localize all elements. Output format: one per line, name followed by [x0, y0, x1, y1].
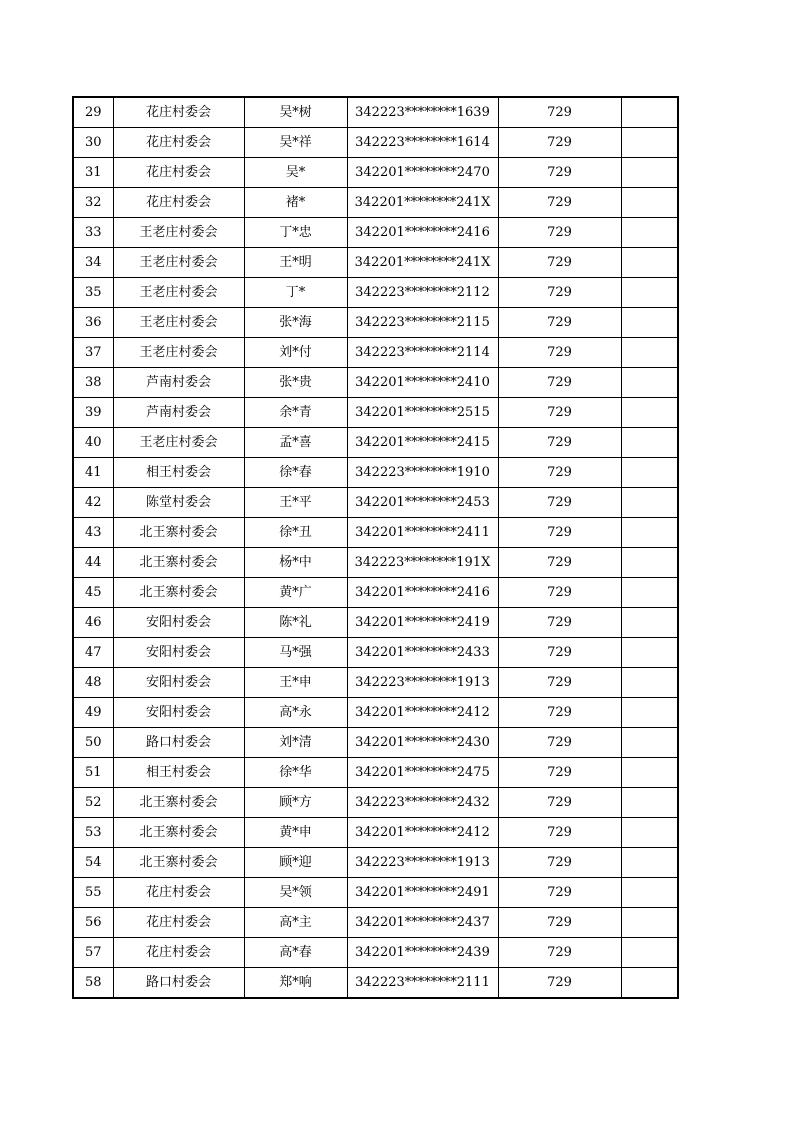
subsidy-table	[72, 96, 679, 999]
table-row	[73, 158, 678, 188]
amount-cell: 729	[498, 668, 621, 698]
village-cell: 王老庄村委会	[113, 308, 244, 338]
table-row	[73, 97, 678, 128]
table-row	[73, 698, 678, 728]
village-cell: 安阳村委会	[113, 668, 244, 698]
row-number-cell: 39	[73, 398, 113, 428]
table-row	[73, 188, 678, 218]
table-row	[73, 968, 678, 999]
row-number-cell: 34	[73, 248, 113, 278]
id-number-cell: 342201********2412	[347, 698, 498, 728]
id-number-cell: 342201********2453	[347, 488, 498, 518]
name-cell: 刘*清	[244, 728, 347, 758]
row-number-cell: 37	[73, 338, 113, 368]
table-row	[73, 938, 678, 968]
note-cell	[621, 878, 678, 908]
row-number-cell: 41	[73, 458, 113, 488]
village-cell: 陈堂村委会	[113, 488, 244, 518]
village-cell: 花庄村委会	[113, 97, 244, 128]
note-cell	[621, 338, 678, 368]
table-row	[73, 278, 678, 308]
note-cell	[621, 428, 678, 458]
id-number-cell: 342201********2437	[347, 908, 498, 938]
name-cell: 王*明	[244, 248, 347, 278]
name-cell: 吴*祥	[244, 128, 347, 158]
row-number-cell: 46	[73, 608, 113, 638]
village-cell: 路口村委会	[113, 968, 244, 999]
amount-cell: 729	[498, 398, 621, 428]
note-cell	[621, 848, 678, 878]
name-cell: 吴*	[244, 158, 347, 188]
table-row	[73, 788, 678, 818]
note-cell	[621, 908, 678, 938]
id-number-cell: 342201********2470	[347, 158, 498, 188]
amount-cell: 729	[498, 908, 621, 938]
note-cell	[621, 398, 678, 428]
table-row	[73, 398, 678, 428]
note-cell	[621, 158, 678, 188]
note-cell	[621, 698, 678, 728]
note-cell	[621, 968, 678, 999]
village-cell: 北王寨村委会	[113, 818, 244, 848]
note-cell	[621, 638, 678, 668]
id-number-cell: 342201********2419	[347, 608, 498, 638]
village-cell: 安阳村委会	[113, 638, 244, 668]
table-row	[73, 878, 678, 908]
village-cell: 花庄村委会	[113, 188, 244, 218]
table-row	[73, 458, 678, 488]
row-number-cell: 47	[73, 638, 113, 668]
row-number-cell: 29	[73, 97, 113, 128]
name-cell: 刘*付	[244, 338, 347, 368]
row-number-cell: 38	[73, 368, 113, 398]
table-row	[73, 578, 678, 608]
id-number-cell: 342201********2410	[347, 368, 498, 398]
id-number-cell: 342201********2412	[347, 818, 498, 848]
village-cell: 王老庄村委会	[113, 248, 244, 278]
village-cell: 北王寨村委会	[113, 578, 244, 608]
table-row	[73, 218, 678, 248]
amount-cell: 729	[498, 338, 621, 368]
amount-cell: 729	[498, 608, 621, 638]
village-cell: 花庄村委会	[113, 878, 244, 908]
amount-cell: 729	[498, 368, 621, 398]
note-cell	[621, 938, 678, 968]
village-cell: 安阳村委会	[113, 698, 244, 728]
note-cell	[621, 308, 678, 338]
name-cell: 高*主	[244, 908, 347, 938]
name-cell: 丁*	[244, 278, 347, 308]
table-row	[73, 908, 678, 938]
row-number-cell: 31	[73, 158, 113, 188]
name-cell: 张*贵	[244, 368, 347, 398]
note-cell	[621, 518, 678, 548]
id-number-cell: 342223********2112	[347, 278, 498, 308]
amount-cell: 729	[498, 938, 621, 968]
amount-cell: 729	[498, 728, 621, 758]
id-number-cell: 342201********2416	[347, 218, 498, 248]
amount-cell: 729	[498, 97, 621, 128]
name-cell: 吴*领	[244, 878, 347, 908]
row-number-cell: 36	[73, 308, 113, 338]
amount-cell: 729	[498, 188, 621, 218]
name-cell: 马*强	[244, 638, 347, 668]
note-cell	[621, 548, 678, 578]
id-number-cell: 342223********1910	[347, 458, 498, 488]
amount-cell: 729	[498, 278, 621, 308]
note-cell	[621, 368, 678, 398]
id-number-cell: 342201********2415	[347, 428, 498, 458]
village-cell: 相王村委会	[113, 458, 244, 488]
table-row	[73, 818, 678, 848]
row-number-cell: 57	[73, 938, 113, 968]
id-number-cell: 342201********241X	[347, 248, 498, 278]
table-row	[73, 548, 678, 578]
row-number-cell: 42	[73, 488, 113, 518]
id-number-cell: 342223********2111	[347, 968, 498, 999]
village-cell: 北王寨村委会	[113, 548, 244, 578]
row-number-cell: 35	[73, 278, 113, 308]
note-cell	[621, 728, 678, 758]
table-row	[73, 638, 678, 668]
note-cell	[621, 578, 678, 608]
row-number-cell: 54	[73, 848, 113, 878]
row-number-cell: 52	[73, 788, 113, 818]
amount-cell: 729	[498, 638, 621, 668]
name-cell: 吴*树	[244, 97, 347, 128]
id-number-cell: 342201********2416	[347, 578, 498, 608]
table-row	[73, 848, 678, 878]
table-row	[73, 308, 678, 338]
row-number-cell: 33	[73, 218, 113, 248]
amount-cell: 729	[498, 788, 621, 818]
name-cell: 丁*忠	[244, 218, 347, 248]
name-cell: 顾*方	[244, 788, 347, 818]
village-cell: 芦南村委会	[113, 368, 244, 398]
amount-cell: 729	[498, 758, 621, 788]
name-cell: 徐*华	[244, 758, 347, 788]
id-number-cell: 342201********2433	[347, 638, 498, 668]
note-cell	[621, 97, 678, 128]
name-cell: 褚*	[244, 188, 347, 218]
name-cell: 黄*广	[244, 578, 347, 608]
note-cell	[621, 218, 678, 248]
note-cell	[621, 188, 678, 218]
note-cell	[621, 608, 678, 638]
note-cell	[621, 248, 678, 278]
village-cell: 北王寨村委会	[113, 518, 244, 548]
amount-cell: 729	[498, 698, 621, 728]
name-cell: 余*青	[244, 398, 347, 428]
document-page	[72, 96, 677, 999]
village-cell: 北王寨村委会	[113, 788, 244, 818]
id-number-cell: 342223********1614	[347, 128, 498, 158]
row-number-cell: 53	[73, 818, 113, 848]
village-cell: 北王寨村委会	[113, 848, 244, 878]
table-row	[73, 368, 678, 398]
note-cell	[621, 818, 678, 848]
village-cell: 王老庄村委会	[113, 338, 244, 368]
id-number-cell: 342223********1639	[347, 97, 498, 128]
id-number-cell: 342201********2475	[347, 758, 498, 788]
row-number-cell: 32	[73, 188, 113, 218]
note-cell	[621, 458, 678, 488]
id-number-cell: 342223********2432	[347, 788, 498, 818]
table-row	[73, 668, 678, 698]
name-cell: 顾*迎	[244, 848, 347, 878]
id-number-cell: 342223********191X	[347, 548, 498, 578]
name-cell: 张*海	[244, 308, 347, 338]
name-cell: 黄*申	[244, 818, 347, 848]
row-number-cell: 56	[73, 908, 113, 938]
amount-cell: 729	[498, 878, 621, 908]
name-cell: 王*平	[244, 488, 347, 518]
amount-cell: 729	[498, 818, 621, 848]
amount-cell: 729	[498, 578, 621, 608]
note-cell	[621, 788, 678, 818]
amount-cell: 729	[498, 218, 621, 248]
name-cell: 杨*中	[244, 548, 347, 578]
village-cell: 相王村委会	[113, 758, 244, 788]
table-row	[73, 728, 678, 758]
row-number-cell: 44	[73, 548, 113, 578]
note-cell	[621, 758, 678, 788]
table-row	[73, 608, 678, 638]
row-number-cell: 51	[73, 758, 113, 788]
amount-cell: 729	[498, 848, 621, 878]
name-cell: 陈*礼	[244, 608, 347, 638]
id-number-cell: 342223********1913	[347, 848, 498, 878]
id-number-cell: 342223********2114	[347, 338, 498, 368]
row-number-cell: 30	[73, 128, 113, 158]
name-cell: 王*申	[244, 668, 347, 698]
amount-cell: 729	[498, 548, 621, 578]
table-row	[73, 518, 678, 548]
row-number-cell: 58	[73, 968, 113, 999]
table-row	[73, 248, 678, 278]
amount-cell: 729	[498, 458, 621, 488]
table-row	[73, 128, 678, 158]
id-number-cell: 342201********2430	[347, 728, 498, 758]
amount-cell: 729	[498, 968, 621, 999]
name-cell: 高*春	[244, 938, 347, 968]
amount-cell: 729	[498, 428, 621, 458]
id-number-cell: 342201********2515	[347, 398, 498, 428]
village-cell: 花庄村委会	[113, 128, 244, 158]
village-cell: 王老庄村委会	[113, 428, 244, 458]
village-cell: 花庄村委会	[113, 158, 244, 188]
name-cell: 高*永	[244, 698, 347, 728]
amount-cell: 729	[498, 248, 621, 278]
id-number-cell: 342223********2115	[347, 308, 498, 338]
name-cell: 孟*喜	[244, 428, 347, 458]
id-number-cell: 342201********241X	[347, 188, 498, 218]
row-number-cell: 50	[73, 728, 113, 758]
amount-cell: 729	[498, 488, 621, 518]
village-cell: 芦南村委会	[113, 398, 244, 428]
village-cell: 王老庄村委会	[113, 278, 244, 308]
table-row	[73, 338, 678, 368]
table-row	[73, 488, 678, 518]
village-cell: 路口村委会	[113, 728, 244, 758]
amount-cell: 729	[498, 158, 621, 188]
note-cell	[621, 128, 678, 158]
name-cell: 徐*丑	[244, 518, 347, 548]
row-number-cell: 55	[73, 878, 113, 908]
id-number-cell: 342223********1913	[347, 668, 498, 698]
note-cell	[621, 278, 678, 308]
row-number-cell: 40	[73, 428, 113, 458]
table-row	[73, 758, 678, 788]
note-cell	[621, 668, 678, 698]
village-cell: 花庄村委会	[113, 908, 244, 938]
name-cell: 郑*响	[244, 968, 347, 999]
name-cell: 徐*春	[244, 458, 347, 488]
id-number-cell: 342201********2439	[347, 938, 498, 968]
id-number-cell: 342201********2411	[347, 518, 498, 548]
table-row	[73, 428, 678, 458]
amount-cell: 729	[498, 308, 621, 338]
village-cell: 王老庄村委会	[113, 218, 244, 248]
village-cell: 安阳村委会	[113, 608, 244, 638]
row-number-cell: 49	[73, 698, 113, 728]
row-number-cell: 43	[73, 518, 113, 548]
row-number-cell: 45	[73, 578, 113, 608]
row-number-cell: 48	[73, 668, 113, 698]
amount-cell: 729	[498, 128, 621, 158]
amount-cell: 729	[498, 518, 621, 548]
id-number-cell: 342201********2491	[347, 878, 498, 908]
village-cell: 花庄村委会	[113, 938, 244, 968]
note-cell	[621, 488, 678, 518]
table-body	[73, 97, 678, 998]
